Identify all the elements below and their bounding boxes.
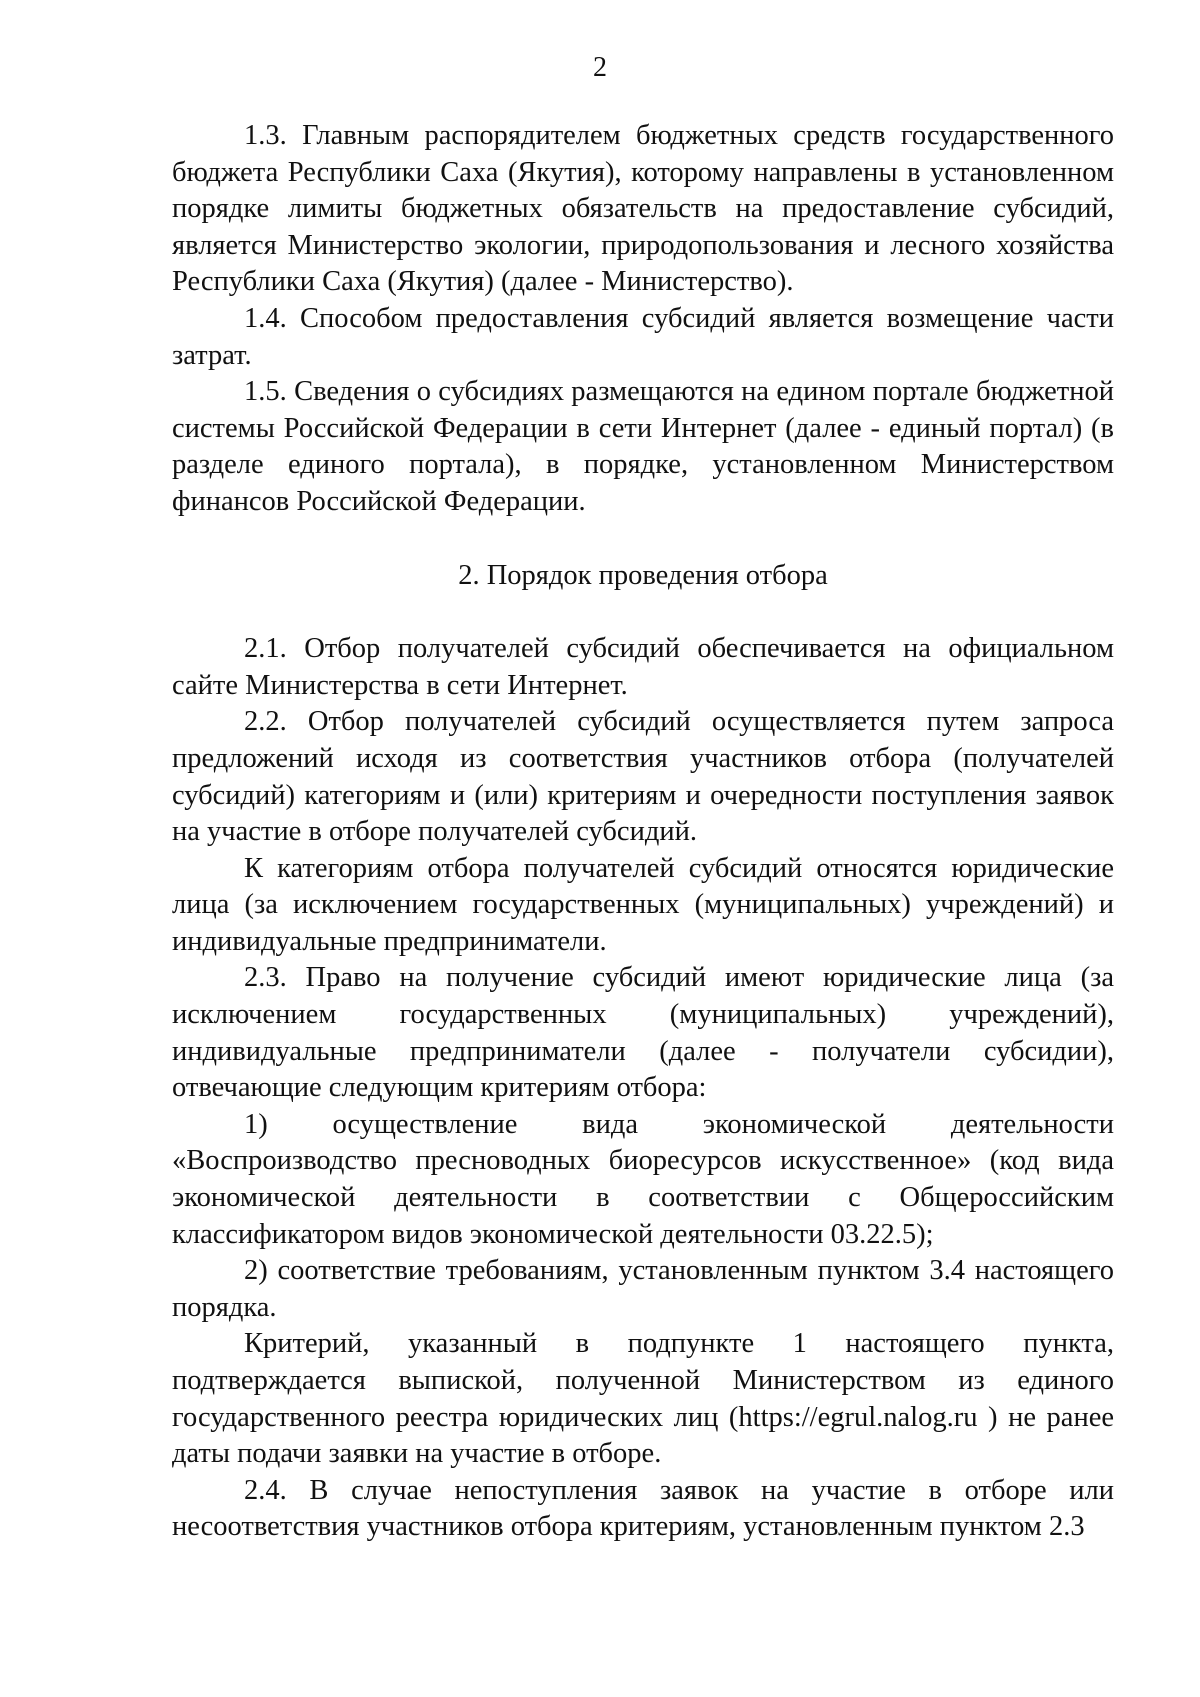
document-body bbox=[172, 118, 1114, 1546]
paragraph-2-4: 2.4. В случае непоступления заявок на участие в отборе или несоответствия участников отбора критериям, установленным пунктом 2.3 bbox=[172, 1474, 1114, 1543]
paragraph-2-3: 2.3. Право на получение субсидий имеют юридические лица (за исключением государственных (муниципальных) учреждений), индивидуальные предприниматели (далее - получатели субсидии), отвечающие следующим критериям отбора: bbox=[172, 962, 1114, 1104]
criterion-2: 2) соответствие требованиям, установленным пунктом 3.4 настоящего порядка. bbox=[172, 1255, 1114, 1323]
page-number: 2 bbox=[593, 52, 607, 83]
criterion-1: 1) осуществление вида экономической деятельности «Воспроизводство пресноводных биоресурсов искусственное» (код вида экономической деятельности в соответствии с Общероссийским классификатором видов экономической деятельности 03.22.5); bbox=[172, 1108, 1114, 1250]
paragraph-1-4: 1.4. Способом предоставления субсидий является возмещение части затрат. bbox=[172, 302, 1114, 371]
paragraph-2-1: 2.1. Отбор получателей субсидий обеспечивается на официальном сайте Министерства в сети Интернет. bbox=[172, 633, 1114, 701]
paragraph-2-2: 2.2. Отбор получателей субсидий осуществляется путем запроса предложений исходя из соответствия участников отбора (получателей субсидий) категориям и (или) критериям и очередности поступления заявок на участие в отборе получателей субсидий. bbox=[172, 706, 1114, 848]
section-heading: 2. Порядок проведения отбора bbox=[458, 559, 828, 591]
paragraph-1-3: 1.3. Главным распорядителем бюджетных средств государственного бюджета Республики Саха (Якутия), которому направлены в установленном порядке лимиты бюджетных обязательств на предоставление субсидий, является Министерство экологии, природопользования и лесного хозяйства Республики Саха (Якутия) (далее - Министерство). bbox=[172, 120, 1114, 298]
paragraph-categories: К категориям отбора получателей субсидий относятся юридические лица (за исключением государственных (муниципальных) учреждений) и индивидуальные предприниматели. bbox=[172, 852, 1114, 957]
paragraph-1-5: 1.5. Сведения о субсидиях размещаются на едином портале бюджетной системы Российской Федерации в сети Интернет (далее - единый портал) (в разделе единого портала), в порядке, установленном Министерством финансов Российской Федерации. bbox=[172, 376, 1114, 517]
paragraph-criterion-confirmation: Критерий, указанный в подпункте 1 настоящего пункта, подтверждается выпиской, полученной Министерством из единого государственного реестра юридических лиц (https://egrul.nalog.ru ) не ранее даты подачи заявки на участие в отборе. bbox=[172, 1328, 1114, 1470]
